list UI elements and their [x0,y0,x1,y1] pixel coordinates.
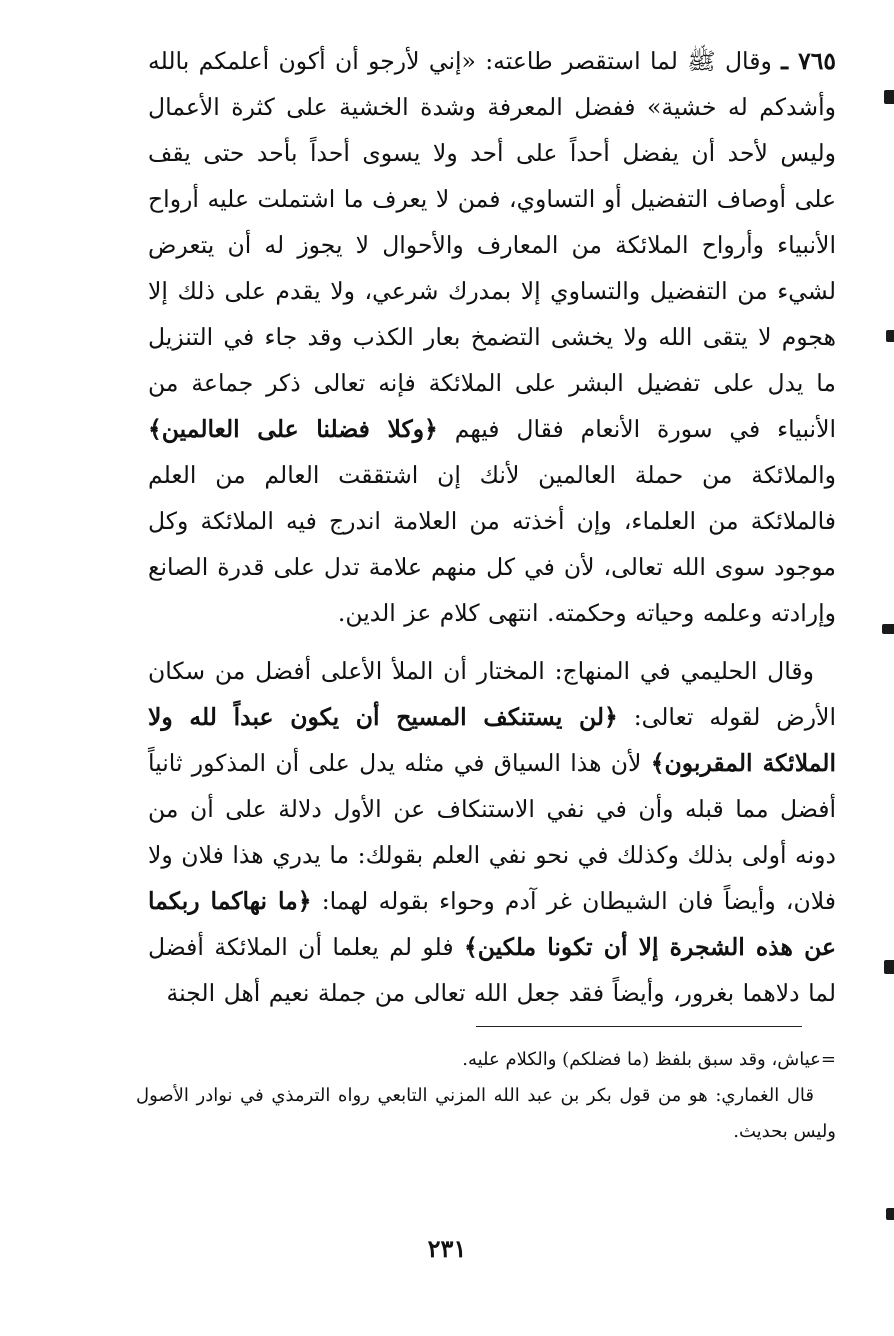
paragraph-halimi [148,648,836,1016]
footnotes-block [136,1042,836,1150]
quran-verse: ﴿ما نهاكما ربكما عن هذه الشجرة إلا أن تكونا ملكين﴾ [148,887,836,961]
quran-verse: ﴿لن يستنكف المسيح أن يكون عبداً لله ولا الملائكة المقربون﴾ [148,703,836,777]
margin-mark [886,330,894,342]
paragraph-text: وقال الحليمي في المنهاج: المختار أن الملأ الأعلى أفضل من سكان الأرض لقوله تعالى: [148,657,836,731]
margin-mark [884,90,894,104]
paragraph-text: والملائكة من حملة العالمين لأنك إن اشتققت العالم من العلم فالملائكة من العلماء، وإن أخذته من العلامة اندرج فيه الملائكة وكل موجود سوى الله تعالى، لأن في كل منهم علامة تدل على قدرة الصانع وإرادته وعلمه وحياته وحكمته. انتهى كلام عز الدين. [148,461,836,627]
paragraph-text: فلو لم يعلما أن الملائكة أفضل لما دلاهما بغرور، وأيضاً فقد جعل الله تعالى من جملة نعيم أهل الجنة [148,933,836,1007]
paragraph-text: لأن هذا السياق في مثله يدل على أن المذكور ثانياً أفضل مما قبله وأن في نفي الاستنكاف عن الأول دلالة على أن من دونه أولى بذلك وكذلك في نحو نفي العلم بقولك: ما يدري هذا فلان ولا فلان، وأيضاً فان الشيطان غر آدم وحواء بقوله لهما: [148,749,836,915]
quran-verse: ﴿وكلا فضلنا على العالمين﴾ [148,415,438,443]
margin-mark [884,960,894,974]
page-number: ٢٣١ [427,1234,467,1263]
margin-mark [882,624,894,634]
footnote-divider [476,1026,802,1027]
footnote: قال الغماري: هو من قول بكر بن عبد الله المزني التابعي رواه الترمذي في نوادر الأصول وليس بحديث. [136,1085,836,1142]
main-text-block [148,38,836,1016]
hadith-number: ٧٦٥ ـ [781,47,836,75]
paragraph-text: وقال ﷺ لما استقصر طاعته: «إني لأرجو أن أكون أعلمكم بالله وأشدكم له خشية» ففضل المعرفة وشدة الخشية على كثرة الأعمال وليس لأحد أن يفضل أحداً على أحد ولا يسوى أحداً بأحد حتى يقف على أوصاف التفضيل أو التساوي، فمن لا يعرف ما اشتملت عليه أرواح الأنبياء وأرواح الملائكة من المعارف والأحوال لا يجوز له أن يتعرض لشيء من التفضيل والتساوي إلا بمدرك شرعي، ولا يقدم على ذلك إلا هجوم لا يتقى الله ولا يخشى التضمخ بعار الكذب وقد جاء في التنزيل ما يدل على تفضيل البشر على الملائكة فإنه تعالى ذكر جماعة من الأنبياء في سورة الأنعام فقال فيهم [148,47,837,443]
footnote: =عياش، وقد سبق بلفظ (ما فضلكم) والكلام عليه. [462,1049,836,1070]
margin-mark [886,1208,894,1220]
paragraph-765 [148,38,836,636]
